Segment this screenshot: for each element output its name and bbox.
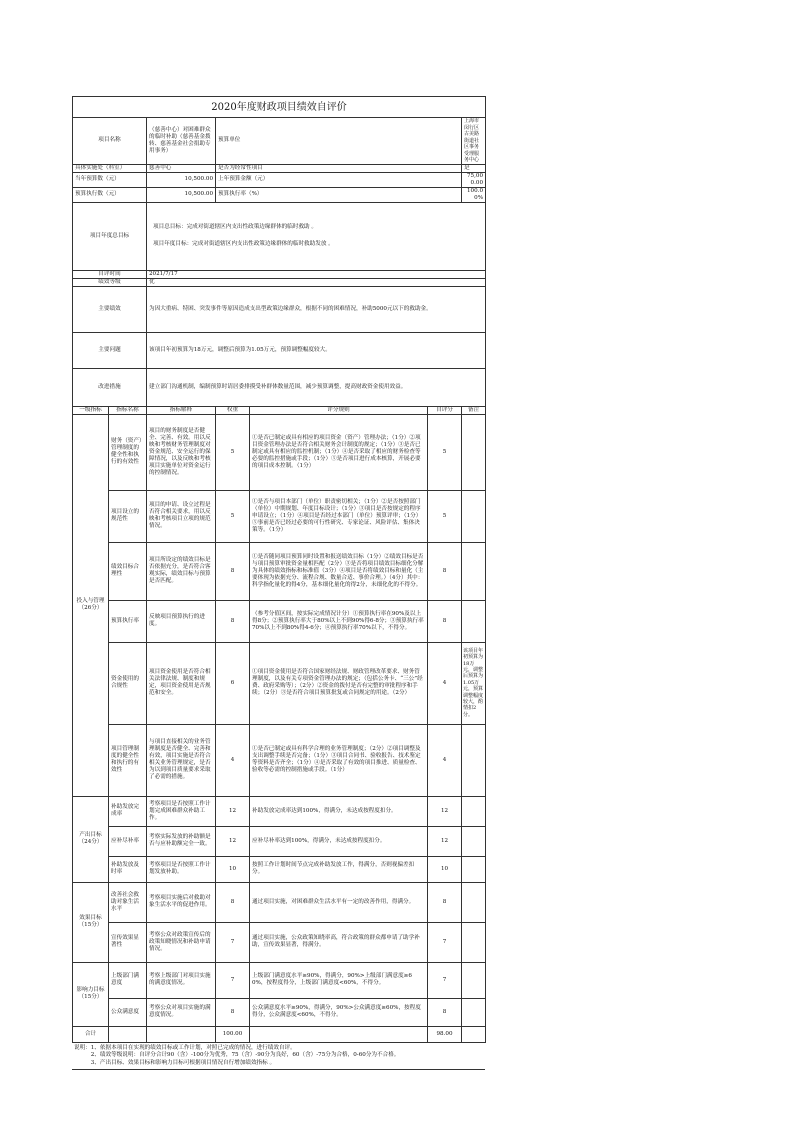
indicator-note [462,490,486,542]
indicator-name: 补助发放完成率 [109,796,147,826]
main-perf-label: 主要绩效 [73,286,147,332]
indicator-desc: 考察公众对项目实施的满意度情况。 [147,998,216,1026]
improve-label: 改进措施 [73,368,147,406]
indicator-weight: 12 [216,826,250,856]
indicator-desc: 与项目直接相关的业务管理制度是否健全、完善和有效，项目实施是否符合相关业务管理规定，是否为以到项目质量要求采取了必需的措施。 [147,724,216,796]
table-row [73,490,486,542]
indicator-rule: ①是否与项目本部门（单位）职责密切相关；（1分）②是否按照部门（单位）中期规划、年度目标设计；（1分）③项目是否按规定的程序申请设立；（1分）④项目是否经过本部门（单位）预算评审；（1分）⑤事前是否已经过必要的可行性研究、专家论证、风险评估、集体决策等。（1分） [250,490,428,542]
indicator-weight: 8 [216,542,250,600]
header-rule: 评分规则 [250,406,428,414]
indicator-note [462,882,486,922]
total-weight: 100.00 [216,1026,250,1042]
evaluation-sheet [72,96,485,1070]
indicator-desc: 考察项目是否按照工作计划发放补助。 [147,856,216,882]
indicator-name: 宣传效果显著性 [109,922,147,962]
indicator-desc: 考察上级部门对项目实施的满意度情况。 [147,962,216,998]
exec-rate-label: 预算执行率（%） [216,187,462,202]
table-row [73,796,486,826]
eval-time-label: 自评时间 [73,270,147,278]
exec-rate-value: 100.00% [462,187,486,202]
indicator-note [462,414,486,490]
improve: 建立部门沟通机制，编制预算时请居委排摸受补群体数量范围，减少预算调整，提高财政资金使用效益。 [147,368,486,406]
indicator-note [462,796,486,826]
indicator-self: 8 [428,882,462,922]
indicator-self: 4 [428,724,462,796]
indicator-desc: 项目所设定的绩效目标是否依据充分，是否符合客观实际，绩效目标与预算是否匹配。 [147,542,216,600]
indicator-weight: 7 [216,962,250,998]
header-self: 自评分 [428,406,462,414]
table-row [73,962,486,998]
header-note: 备注 [462,406,486,414]
group-effect: 效果目标（15分） [73,882,109,962]
indicator-weight: 6 [216,642,250,724]
indicator-rule: 通过项目实施，公众政策知晓率高，符合政策的群众都申请了助学补助，宣传效果显著，得满分。 [250,922,428,962]
indicator-self: 5 [428,414,462,490]
indicator-weight: 10 [216,856,250,882]
exec-value: 10,500.00 [147,187,216,202]
total-row [73,1026,486,1042]
indicator-self: 5 [428,490,462,542]
indicator-note [462,600,486,642]
indicator-self: 4 [428,642,462,724]
indicator-weight: 8 [216,882,250,922]
total-label: 合计 [73,1026,109,1042]
note-line: 2、绩效等级说明：自评分合计90（含）-100分为优秀，75（含）-90分为良好，60（含）-75分为合格，0-60分为不合格。 [74,1052,400,1059]
indicator-self: 12 [428,826,462,856]
indicator-header [73,406,486,414]
budget-label: 当年预算数（元） [73,172,147,187]
total-self: 98.00 [428,1026,462,1042]
indicator-rule: ①是否随同项目预算同时设置和报送绩效目标（1分）②绩效目标是否与项目预算审批资金量相匹配（2分）③是否将项目绩效目标细化分解为具体的绩效指标和标准值（3分）④项目是否将绩效目标和量化（主要体现为依据充分、流程合规、数量合适、事价合理。）（4分）其中：科学指化量化的得4分，基本细化量化的得2分，未细化化的不得分。 [250,542,428,600]
indicator-self: 10 [428,856,462,882]
table-row [73,856,486,882]
table-row [73,724,486,796]
indicator-desc: 考察项目实施后对救助对象生活水平的促进作用。 [147,882,216,922]
indicator-weight: 12 [216,796,250,826]
goal-total: 项目总目标：完成对街道辖区内支出性政策边缘群体的临时救助 。 [153,224,317,230]
header-weight: 权重 [216,406,250,414]
indicator-note [462,826,486,856]
indicator-note: 该项目年初预算为18万元，调整后预算为1.05万元，预算调整幅度较大，酌情扣2分。 [462,642,486,724]
indicator-weight: 8 [216,998,250,1026]
goal-year: 项目年度目标：完成对街道辖区内支出性政策边缘群体的临时救助发放 。 [153,241,334,247]
eval-time: 2021/7/17 [147,270,486,278]
indicator-weight: 8 [216,600,250,642]
indicator-rule: ①是否已制定或具有相应的项目资金（资产）管理办法；（1分）②项目资金管理办法是否符合相关财务会计制度的规定；（1分）③是否已制定或具有相应的监控机制；（1分）④是否采取了相应的财务检查等必要的监控措施或手段；（1分）⑤是否项目进行成本核算，开展必要的项目成本控制。（1分） [250,414,428,490]
indicator-desc: 考察项目是否按照工作计划完成困难群众补助工作。 [147,796,216,826]
indicator-name: 资金使用的合规性 [109,642,147,724]
notes [72,1045,485,1068]
indicator-desc: 项目的财务制度是否健全、完善、有效。用以反映和考核财务管理制度对资金规范、安全运行的保障情况，以及反映和考核项目实施单位对资金运行的控制情况。 [147,414,216,490]
table-row [73,414,486,490]
indicator-name: 上级部门满意度 [109,962,147,998]
indicator-self: 8 [428,998,462,1026]
recurring: 是 [462,164,486,172]
grade-label: 绩效等级 [73,278,147,286]
indicator-note [462,856,486,882]
budget-value: 10,500.00 [147,172,216,187]
impl-dept-label: 具体实施处（科室） [73,164,147,172]
impl-dept: 慈善中心 [147,164,216,172]
indicator-name: 预算执行率 [109,600,147,642]
indicator-weight: 5 [216,490,250,542]
main-issue-label: 主要问题 [73,332,147,368]
table-row [73,642,486,724]
indicator-self: 7 [428,922,462,962]
budget-unit: 上海市闵行区古美路街道社区事务受理服务中心 [462,118,486,165]
indicator-desc: 考察公众对政策宣传后的政策知晓情况和补助申请情况。 [147,922,216,962]
group-input: 投入与管理（26分） [73,414,109,796]
note-line: 说明：1、依据本项目在实现的绩效目标或工作计划，对照已完成的情况，进行绩效自评。 [74,1044,296,1051]
indicator-self: 7 [428,962,462,998]
bottom-rule [72,1069,485,1070]
indicator-name: 绩效目标合理性 [109,542,147,600]
table-row [73,826,486,856]
indicator-rule: 公众满意度水平≥90%，得满分，90%>公众满意度≥60%，按程度得分，公众满意度<60%，不得分。 [250,998,428,1026]
table-row [73,922,486,962]
table-row [73,542,486,600]
table-row [73,600,486,642]
indicator-desc: 项目资金使用是否符合相关法律法规、制度和规定，项目资金使用是否规范和安全。 [147,642,216,724]
indicator-rule: 上级部门满意度水平≥90%，得满分，90%>上级部门满意度≥60%，按程度得分，上级部门满意度<60%，不得分。 [250,962,428,998]
indicator-rule: ①项目资金使用是否符合国家财经法规、财政管理改革要求、财务管理制度，以及有关专项资金管理办法的规定；（包括公务卡、“三公”经费、政府采购等）；（2分）②资金的拨付是否有完整的审批程序和手续；（2分）③是否符合项目预算批复或合同规定的用途。（2分） [250,642,428,724]
indicator-weight: 4 [216,724,250,796]
indicator-self: 8 [428,542,462,600]
indicator-note [462,998,486,1026]
indicator-note [462,542,486,600]
exec-label: 预算执行数（元） [73,187,147,202]
main-issue: 该项目年初预算为18万元，调整后预算为1.05万元，预算调整幅度较大。 [147,332,486,368]
header-desc: 指标解释 [147,406,216,414]
recurring-label: 是否为经常性项目 [216,164,462,172]
grade: 优 [147,278,486,286]
budget-unit-label: 预算单位 [216,118,462,165]
indicator-name: 应补尽补率 [109,826,147,856]
project-name-label: 项目名称 [73,118,147,165]
indicator-weight: 7 [216,922,250,962]
indicator-rule: 通过项目实施，对困难群众生活水平有一定的改善作用，得满分。 [250,882,428,922]
group-output: 产出目标（24分） [73,796,109,882]
indicator-desc: 考察实际发放的补助额是否与应补助额完全一致。 [147,826,216,856]
indicator-rule: 应补尽补率达到100%，得满分，未达成按程度扣分。 [250,826,428,856]
indicator-desc: 反映项目预算执行的进度。 [147,600,216,642]
last-budget-value: 75,000.00 [462,172,486,187]
indicator-rule: 补助发放完成率达到100%，得满分，未达成按程度扣分。 [250,796,428,826]
indicator-self: 12 [428,796,462,826]
header-l1: 一级指标 [73,406,109,414]
table-row [73,998,486,1026]
page-title: 2020年度财政项目绩效自评价 [73,97,486,118]
group-impact: 影响力目标（15分） [73,962,109,1026]
project-name: （慈善中心）对困难群众的临时补助（慈善基金拨转、慈善基金社会捐助专用事务） [147,118,216,165]
indicator-name: 公众满意度 [109,998,147,1026]
indicator-note [462,962,486,998]
indicator-name: 项目设立的规范性 [109,490,147,542]
main-perf: 为因大重病、特困、突发事件等原因造成支出型政策边缘群众，根据不同的困难情况，补助5000元以下的救助金。 [147,286,486,332]
indicator-weight: 5 [216,414,250,490]
evaluation-table [72,96,486,1043]
indicator-rule: ①是否已制定或具有科学合理的业务管理制度；（2分）②项目调整及支出调整手续是否完备；（1分）③项目合同书、验收报告、技术鉴定等资料是否齐全；（1分）④是否采取了有效的项目推进、质量检查、验收等必需的控制措施或手段。（1分） [250,724,428,796]
indicator-name: 改善社会救助对象生活水平 [109,882,147,922]
indicator-name: 项目管理制度的健全性和执行的有效性 [109,724,147,796]
note-line: 3、产出目标、效果目标和影响力目标可根据项目情况自行增加绩效指标 。 [74,1059,276,1066]
indicator-rule: 按照工作计划时间节点完成补助发放工作，得满分，否则视偏差扣分。 [250,856,428,882]
indicator-note [462,724,486,796]
indicator-name: 补助发放及时率 [109,856,147,882]
header-l2: 指标名称 [109,406,147,414]
last-budget-label: 上年预算金额（元） [216,172,462,187]
indicator-desc: 项目的申请、设立过程是否符合相关要求，用以反映和考核项目立项的规范情况。 [147,490,216,542]
table-row [73,882,486,922]
indicator-rule: （参考分值区间，按实际完成情况计分）①预算执行率在90%及以上得8分；②预算执行率大于80%以上不到90%得6-8分；③预算执行率70%以上不到80%得4-6分；④预算执行率70%以下，不得分。 [250,600,428,642]
indicator-note [462,922,486,962]
indicator-name: 财务（资产）管理制度的健全性和执行的有效性 [109,414,147,490]
indicator-self: 8 [428,600,462,642]
goal-label: 项目年度总目标 [73,202,147,270]
